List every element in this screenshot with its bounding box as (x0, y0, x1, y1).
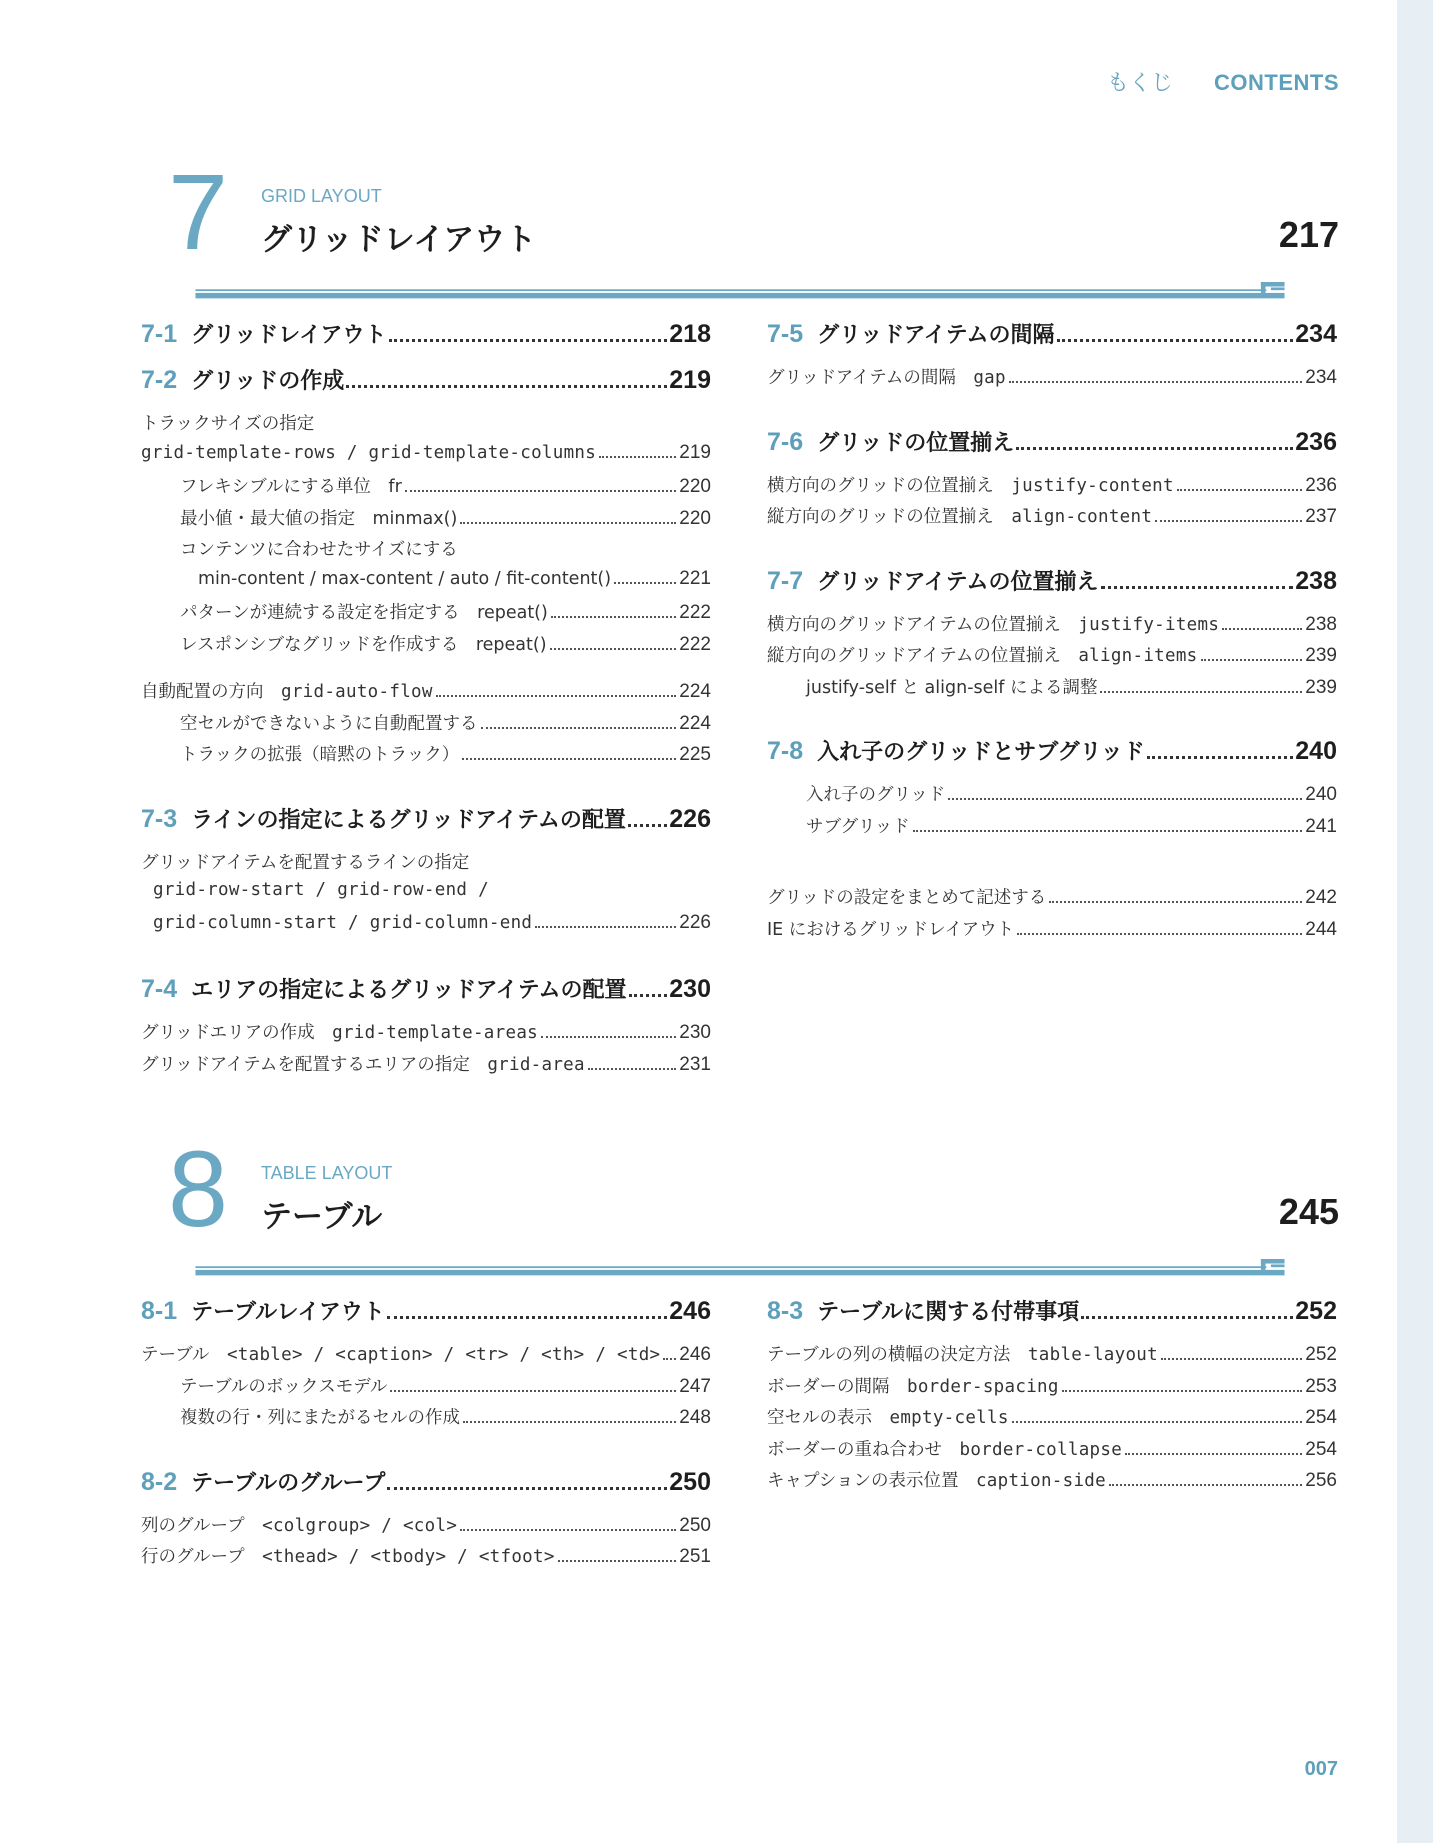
section-title: グリッドの位置揃え (817, 430, 1015, 456)
entry-label (180, 1404, 460, 1429)
section-page: 219 (669, 366, 711, 394)
chapter-8-right-column (767, 1295, 1337, 1499)
entry-label (767, 1467, 1106, 1492)
entry-text: 縦方向のグリッドの位置揃え (767, 507, 1012, 527)
toc-entry[interactable] (141, 741, 711, 773)
toc-section-8-1[interactable] (141, 1295, 711, 1333)
entry-label (767, 916, 1014, 941)
dot-leader (913, 830, 1303, 832)
section-title: グリッドアイテムの位置揃え (817, 569, 1099, 595)
toc-entry[interactable] (141, 473, 711, 505)
spacer (141, 773, 711, 803)
entry-label (767, 884, 1046, 909)
entry-page: 239 (1305, 645, 1337, 666)
dot-leader (551, 616, 676, 618)
dot-leader (387, 1487, 667, 1490)
toc-entry[interactable] (767, 674, 1337, 706)
entry-page: 222 (679, 602, 711, 623)
dot-leader (1012, 1421, 1303, 1423)
entry-label (767, 364, 1006, 389)
entry-label (767, 611, 1219, 636)
entry-page: 256 (1305, 1470, 1337, 1491)
section-page: 240 (1295, 737, 1337, 765)
entry-label (767, 503, 1152, 528)
entry-text: パターンが連続する設定を指定する repeat() (180, 603, 548, 623)
entry-page: 219 (679, 441, 711, 463)
toc-entry[interactable] (141, 849, 711, 881)
entry-text: 入れ子のグリッド (806, 785, 946, 805)
chapter-rule (141, 282, 1339, 302)
dot-leader (535, 926, 676, 928)
dot-leader (460, 1529, 676, 1531)
entry-page: 252 (1305, 1344, 1337, 1365)
section-title: ラインの指定によるグリッドアイテムの配置 (191, 807, 626, 833)
chapter-rule (141, 1259, 1339, 1279)
entry-page: 231 (679, 1053, 711, 1075)
section-page: 230 (669, 975, 711, 1003)
toc-entry[interactable] (141, 1019, 711, 1051)
entry-text: トラックサイズの指定 (141, 414, 315, 434)
toc-entry[interactable] (767, 472, 1337, 504)
entry-label (180, 741, 459, 766)
chapter-number: 7 (168, 151, 229, 272)
entry-label (141, 1019, 538, 1044)
entry-label (767, 472, 1174, 497)
entry-page: 226 (679, 911, 711, 933)
dot-leader (1016, 447, 1293, 450)
spacer (141, 1436, 711, 1466)
entry-page: 224 (679, 712, 711, 734)
dot-leader (405, 490, 677, 492)
chapter-title: テーブル (261, 1199, 383, 1235)
toc-entry[interactable] (767, 642, 1337, 674)
dot-leader (390, 1390, 676, 1392)
spacer (141, 943, 711, 973)
dot-leader (1062, 1390, 1303, 1392)
toc-entry[interactable] (141, 536, 711, 568)
toc-entry[interactable] (767, 1373, 1337, 1405)
entry-text: フレキシブルにする単位 fr (180, 477, 402, 497)
entry-code: grid-auto-flow (281, 682, 433, 702)
entry-text: 横方向のグリッドの位置揃え (767, 475, 1012, 496)
toc-entry[interactable] (141, 1512, 711, 1544)
entry-page: 222 (679, 633, 711, 655)
section-page: 250 (669, 1467, 711, 1496)
section-number: 7-4 (141, 975, 178, 1003)
entry-text: 自動配置の方向 (141, 682, 281, 702)
section-page: 238 (1295, 566, 1337, 595)
entry-page: 220 (679, 507, 711, 529)
dot-leader (550, 648, 677, 650)
toc-entry[interactable] (141, 1341, 711, 1373)
entry-label (141, 1341, 660, 1366)
dot-leader (1101, 586, 1294, 589)
dot-leader (628, 824, 667, 827)
entry-page: 247 (679, 1375, 711, 1397)
entry-page: 225 (679, 744, 711, 765)
toc-entry[interactable] (767, 364, 1337, 396)
toc-section-7-3[interactable] (141, 803, 711, 841)
entry-page: 246 (679, 1344, 711, 1365)
section-title: グリッドアイテムの間隔 (817, 323, 1055, 348)
section-page: 246 (669, 1297, 711, 1325)
entry-page: 242 (1305, 887, 1337, 908)
entry-code: border-spacing (907, 1376, 1059, 1397)
page-header (1107, 66, 1339, 97)
entry-label (141, 849, 469, 874)
entry-label (141, 443, 596, 463)
entry-page: 220 (679, 476, 711, 497)
entry-label (767, 1373, 1059, 1398)
entry-label (767, 1404, 1009, 1429)
entry-text: グリッドアイテムを配置するエリアの指定 (141, 1054, 488, 1075)
dot-leader (1109, 1484, 1302, 1486)
entry-label (767, 642, 1198, 667)
spacer (767, 535, 1337, 565)
toc-section-8-2[interactable] (141, 1466, 711, 1504)
entry-page: 224 (679, 681, 711, 702)
dot-leader (1201, 659, 1303, 661)
toc-entry[interactable] (767, 1436, 1337, 1468)
dot-leader (1155, 520, 1302, 522)
entry-code: grid-row-start / grid-row-end / (153, 880, 489, 900)
entry-code: grid-column-start / grid-column-end (153, 912, 533, 933)
chapter-7-heading (141, 151, 1339, 314)
entry-label (180, 473, 402, 498)
dot-leader (541, 1036, 676, 1038)
toc-entry[interactable] (141, 880, 711, 912)
entry-page: 221 (679, 567, 711, 589)
entry-text: コンテンツに合わせたサイズにする (180, 540, 458, 560)
entry-text: テーブルの列の横幅の決定方法 (767, 1345, 1028, 1365)
entry-text: ボーダーの間隔 (767, 1376, 907, 1397)
section-title: グリッドの作成 (191, 369, 345, 394)
entry-code: <colgroup> / <col> (262, 1515, 458, 1536)
entry-page: 230 (679, 1022, 711, 1043)
entry-code: grid-area (487, 1054, 585, 1075)
entry-label (180, 536, 458, 561)
dot-leader (346, 385, 667, 388)
chapter-8-heading (141, 1128, 1339, 1291)
entry-text: min-content / max-content / auto / fit-content() (198, 568, 612, 589)
entry-code: justify-content (1011, 475, 1174, 496)
section-number: 7-1 (141, 320, 178, 348)
entry-text: キャプションの表示位置 (767, 1471, 976, 1491)
entry-code: grid-template-rows / grid-template-columns (141, 442, 597, 463)
entry-code: table-layout (1027, 1345, 1158, 1365)
entry-code: border-collapse (959, 1439, 1123, 1460)
entry-text: 縦方向のグリッドアイテムの位置揃え (767, 646, 1079, 666)
dot-leader (436, 695, 677, 697)
page-number: 007 (1304, 1758, 1338, 1780)
entry-page: 253 (1305, 1375, 1337, 1397)
dot-leader (614, 582, 676, 584)
dot-leader (1222, 628, 1302, 630)
section-number: 7-5 (767, 320, 804, 348)
entry-label (180, 599, 548, 624)
entry-text: テーブル (141, 1345, 227, 1365)
toc-section-7-2[interactable] (141, 364, 711, 402)
entry-label (141, 410, 314, 435)
toc-entry[interactable] (141, 1543, 711, 1575)
toc-section-7-6[interactable] (767, 426, 1337, 464)
entry-text: IE におけるグリッドレイアウト (767, 919, 1015, 940)
entry-text: 行のグループ (141, 1547, 263, 1567)
dot-leader (1009, 381, 1302, 383)
toc-entry[interactable] (141, 442, 711, 474)
toc-entry[interactable] (141, 1404, 711, 1436)
entry-text: 列のグループ (141, 1515, 263, 1536)
section-number: 7-3 (141, 804, 178, 833)
toc-entry[interactable] (141, 410, 711, 442)
entry-label (153, 913, 532, 933)
dot-leader (389, 339, 668, 342)
dot-leader (599, 456, 676, 458)
dot-leader (1161, 1358, 1302, 1360)
entry-label (180, 631, 547, 656)
section-page: 234 (1295, 320, 1337, 348)
toc-entry[interactable] (767, 781, 1337, 813)
chapter-7-right-column (767, 318, 1337, 947)
dot-leader (462, 758, 676, 760)
spacer (767, 705, 1337, 735)
dot-leader (463, 1421, 676, 1423)
entry-text: justify-self と align-self による調整 (806, 677, 1098, 698)
dot-leader (1049, 901, 1302, 903)
entry-label (141, 678, 433, 703)
chapter-number: 8 (168, 1128, 229, 1249)
entry-text: 空セルの表示 (767, 1408, 890, 1428)
section-number: 7-7 (767, 566, 804, 595)
section-number: 8-3 (767, 1297, 804, 1325)
dot-leader (1057, 339, 1294, 342)
side-strip (1397, 0, 1433, 1843)
entry-text: グリッドアイテムの間隔 (767, 368, 974, 388)
section-number: 7-6 (767, 427, 804, 456)
spacer (767, 844, 1337, 884)
dot-leader (1017, 933, 1302, 935)
chapter-page: 217 (1278, 214, 1339, 255)
section-page: 226 (669, 804, 711, 833)
toc-entry[interactable] (141, 678, 711, 710)
toc-entry[interactable] (141, 599, 711, 631)
entry-page: 237 (1305, 506, 1337, 527)
entry-label (767, 1341, 1158, 1366)
dot-leader (629, 994, 668, 997)
section-page: 252 (1295, 1297, 1337, 1325)
entry-text: ボーダーの重ね合わせ (767, 1439, 960, 1460)
toc-entry[interactable] (767, 611, 1337, 643)
dot-leader (1125, 1453, 1302, 1455)
entry-text: 複数の行・列にまたがるセルの作成 (180, 1408, 460, 1428)
section-number: 8-2 (141, 1467, 178, 1496)
section-page: 218 (669, 320, 711, 348)
toc-entry[interactable] (141, 710, 711, 742)
entry-text: レスポンシブなグリッドを作成する repeat() (180, 634, 547, 655)
toc-entry[interactable] (767, 884, 1337, 916)
section-number: 7-2 (141, 366, 178, 394)
toc-section-8-3[interactable] (767, 1295, 1337, 1333)
entry-text: グリッドの設定をまとめて記述する (767, 888, 1047, 908)
entry-code: <thead> / <tbody> / <tfoot> (262, 1547, 555, 1567)
spacer (141, 662, 711, 678)
chapter-title: グリッドレイアウト (261, 222, 537, 258)
entry-text: グリッドエリアの作成 (141, 1023, 333, 1043)
entry-label (180, 505, 457, 530)
entry-code: caption-side (975, 1471, 1106, 1491)
section-number: 7-8 (767, 737, 804, 765)
entry-code: grid-template-areas (332, 1023, 538, 1043)
entry-label (180, 1373, 387, 1398)
entry-code: align-content (1011, 507, 1153, 527)
entry-text: 横方向のグリッドアイテムの位置揃え (767, 614, 1079, 635)
toc-section-7-7[interactable] (767, 565, 1337, 603)
toc-entry[interactable] (141, 912, 711, 944)
entry-text: テーブルのボックスモデル (180, 1376, 388, 1397)
dot-leader (387, 1316, 667, 1319)
section-title: テーブルに関する付帯事項 (817, 1300, 1080, 1325)
chapter-8-left-column (141, 1295, 711, 1575)
chapter-subtitle: TABLE LAYOUT (261, 1163, 393, 1183)
dot-leader (1177, 489, 1302, 491)
entry-page: 254 (1305, 1407, 1337, 1428)
dot-leader (588, 1068, 676, 1070)
entry-code: empty-cells (889, 1408, 1009, 1428)
entry-page: 248 (679, 1407, 711, 1428)
toc-entry[interactable] (767, 1341, 1337, 1373)
toc-entry[interactable] (767, 1404, 1337, 1436)
entry-text: 最小値・最大値の指定 minmax() (180, 508, 458, 529)
entry-page: 250 (679, 1514, 711, 1536)
toc-entry[interactable] (141, 568, 711, 600)
chapter-7-left-column (141, 318, 711, 1082)
dot-leader (663, 1358, 676, 1360)
toc-entry[interactable] (141, 1051, 711, 1083)
chapter-page: 245 (1278, 1191, 1339, 1232)
entry-page: 238 (1305, 613, 1337, 635)
entry-label (767, 1436, 1122, 1461)
chapter-subtitle: GRID LAYOUT (261, 186, 382, 206)
dot-leader (481, 727, 677, 729)
section-title: グリッドレイアウト (191, 323, 387, 348)
entry-page: 251 (679, 1546, 711, 1567)
dot-leader (558, 1560, 677, 1562)
toc-entry[interactable] (767, 503, 1337, 535)
dot-leader (460, 522, 676, 524)
entry-page: 234 (1305, 367, 1337, 388)
toc-section-7-8[interactable] (767, 735, 1337, 773)
section-title: テーブルレイアウト (191, 1300, 385, 1325)
entry-code: gap (973, 368, 1006, 388)
entry-code: <table> / <caption> / <tr> / <th> / <td> (226, 1345, 661, 1365)
entry-label (141, 1543, 555, 1568)
entry-page: 244 (1305, 918, 1337, 940)
entry-page: 236 (1305, 474, 1337, 496)
spacer (767, 396, 1337, 426)
header-en: CONTENTS (1214, 70, 1339, 95)
toc-entry[interactable] (141, 631, 711, 663)
section-number: 8-1 (141, 1297, 178, 1325)
entry-code: align-items (1078, 646, 1198, 666)
entry-label (153, 880, 489, 900)
entry-text: トラックの拡張（暗黙のトラック） (180, 745, 460, 765)
entry-label (806, 781, 945, 806)
entry-label (180, 710, 478, 735)
entry-label (198, 569, 611, 589)
entry-label (806, 674, 1097, 699)
section-page: 236 (1295, 427, 1337, 456)
dot-leader (1081, 1316, 1293, 1319)
section-title: エリアの指定によるグリッドアイテムの配置 (191, 978, 627, 1003)
toc-entry[interactable] (141, 505, 711, 537)
toc-entry[interactable] (141, 1373, 711, 1405)
dot-leader (1100, 691, 1302, 693)
toc-section-7-1[interactable] (141, 318, 711, 356)
dot-leader (1147, 756, 1294, 759)
toc-section-7-5[interactable] (767, 318, 1337, 356)
section-title: テーブルのグループ (191, 1470, 386, 1496)
section-title: 入れ子のグリッドとサブグリッド (817, 740, 1145, 765)
entry-code: justify-items (1078, 614, 1220, 635)
entry-text: グリッドアイテムを配置するラインの指定 (141, 852, 470, 873)
entry-label (806, 813, 910, 838)
toc-entry[interactable] (767, 916, 1337, 948)
entry-page: 240 (1305, 784, 1337, 805)
toc-entry[interactable] (767, 813, 1337, 845)
toc-section-7-4[interactable] (141, 973, 711, 1011)
entry-page: 239 (1305, 676, 1337, 698)
header-jp: もくじ (1106, 71, 1173, 96)
entry-page: 241 (1305, 815, 1337, 837)
entry-text: サブグリッド (806, 816, 910, 837)
entry-text: 空セルができないように自動配置する (180, 713, 478, 734)
entry-page: 254 (1305, 1438, 1337, 1460)
dot-leader (948, 798, 1302, 800)
entry-label (141, 1051, 585, 1076)
toc-entry[interactable] (767, 1467, 1337, 1499)
entry-label (141, 1512, 457, 1537)
